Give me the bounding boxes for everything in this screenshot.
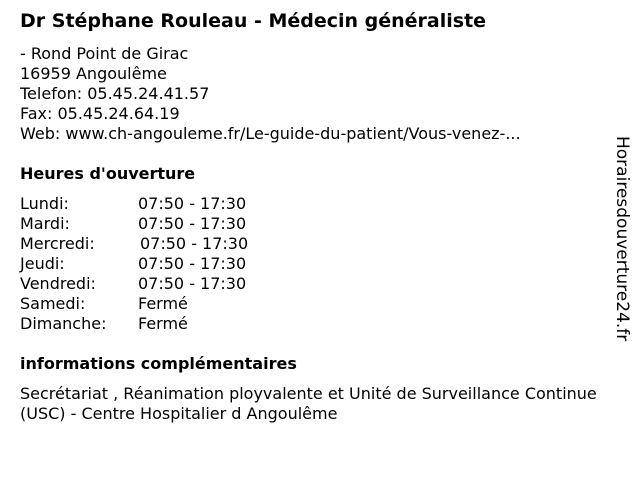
page-title: Dr Stéphane Rouleau - Médecin généraliste	[20, 10, 487, 32]
additional-info-text: Secrétariat , Réanimation ployvalente et Unité de Surveillance Continue (USC) - Centre Hospitalier d Angoulême	[20, 384, 597, 423]
phone-number: Telefon: 05.45.24.41.57	[20, 84, 210, 103]
additional-info-heading: informations complémentaires	[20, 354, 297, 373]
opening-hours-heading: Heures d'ouverture	[20, 164, 196, 183]
day-label: Lundi:	[20, 194, 69, 213]
day-label: Vendredi:	[20, 274, 96, 293]
hours-row-friday	[20, 274, 320, 294]
time-value: 07:50 - 17:30	[140, 234, 249, 253]
time-value: 07:50 - 17:30	[138, 254, 247, 273]
city-postal: 16959 Angoulême	[20, 64, 167, 83]
opening-hours-table	[20, 194, 320, 334]
hours-row-sunday	[20, 314, 320, 334]
hours-row-wednesday	[20, 234, 320, 254]
time-value: 07:50 - 17:30	[138, 214, 247, 233]
website-link[interactable]: Web: www.ch-angouleme.fr/Le-guide-du-patient/Vous-venez-...	[20, 124, 521, 143]
address-block	[20, 44, 521, 144]
hours-row-saturday	[20, 294, 320, 314]
day-label: Mardi:	[20, 214, 70, 233]
hours-row-tuesday	[20, 214, 320, 234]
time-value: 07:50 - 17:30	[138, 274, 247, 293]
brand-watermark: Horairesdouverture24.fr	[612, 136, 632, 342]
hours-row-monday	[20, 194, 320, 214]
day-label: Mercredi:	[20, 234, 95, 253]
hours-row-thursday	[20, 254, 320, 274]
day-label: Samedi:	[20, 294, 86, 313]
time-value: Fermé	[138, 294, 188, 313]
street-address: - Rond Point de Girac	[20, 44, 189, 63]
time-value: Fermé	[138, 314, 188, 333]
time-value: 07:50 - 17:30	[138, 194, 247, 213]
fax-number: Fax: 05.45.24.64.19	[20, 104, 180, 123]
day-label: Dimanche:	[20, 314, 107, 333]
day-label: Jeudi:	[20, 254, 65, 273]
